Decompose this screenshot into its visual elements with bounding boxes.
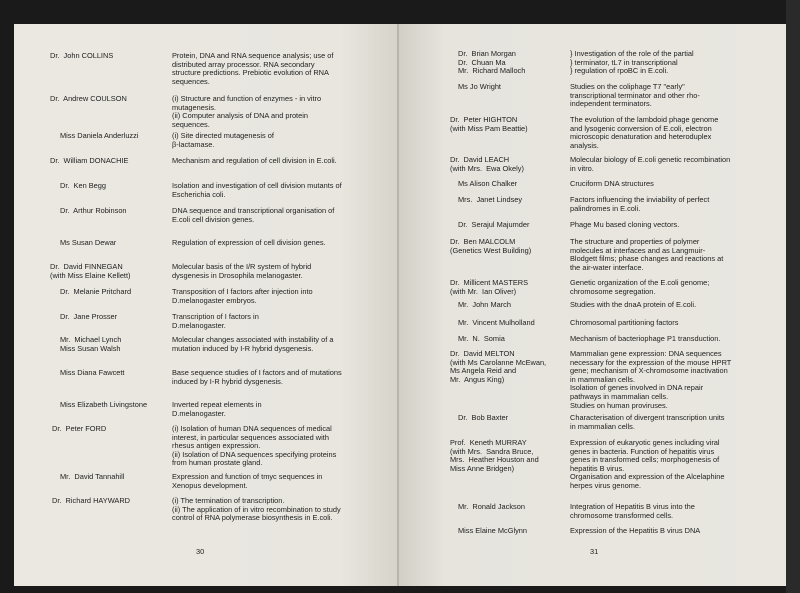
research-description: Transcription of I factors in D.melanogaster. [172,312,259,330]
research-description: Molecular basis of the I/R system of hybrid dysgenesis in Drosophila melanogaster. [172,262,312,280]
researcher-names: Miss Daniela Anderluzzi [60,131,139,140]
researcher-names: Dr. Ken Begg [60,181,107,190]
researcher-names: Mr. David Tannahill [60,472,125,481]
research-description: The evolution of the lambdoid phage genome and lysogenic conversion of E.coli, electron microscopic denaturation and heteroduplex analysis. [570,115,719,150]
research-description: } Investigation of the role of the partial } terminator, tL7 in transcriptional } regulation of rpoBC in E.coli. [570,49,694,76]
left-page [14,24,398,586]
research-description: Expression of eukaryotic genes including viral genes in bacteria. Function of hepatitis virus genes in transformed cells; morphogenesis of hepatitis B virus. Organisation and expression of the Alcelaphine herpes virus genome. [570,438,725,490]
research-description: Genetic organization of the E.coli genome; chromosome segregation. [570,278,710,296]
researcher-names: Dr. Melanie Pritchard [60,287,132,296]
researcher-names: Dr. Arthur Robinson [60,206,127,215]
research-description: Inverted repeat elements in D.melanogaster. [172,400,262,418]
researcher-names: Dr. Ben MALCOLM (Genetics West Building) [450,237,532,255]
researcher-names: Dr. Bob Baxter [458,413,509,422]
research-description: Base sequence studies of I factors and of mutations induced by I-R hybrid dysgenesis. [172,368,342,386]
researcher-names: Dr. David MELTON (with Ms Carolanne McEwan, Ms Angela Reid and Mr. Angus King) [450,349,547,384]
research-description: Mechanism and regulation of cell division in E.coli. [172,156,337,165]
researcher-names: Mr. John March [458,300,511,309]
researcher-names: Dr. Peter FORD [52,424,107,433]
right-page [399,24,786,586]
researcher-names: Dr. Andrew COULSON [50,94,127,103]
research-description: (i) Isolation of human DNA sequences of medical interest, in particular sequences associated with rhesus antigen expression. (ii) Isolation of DNA sequences specifying proteins from human prostate gland. [172,424,337,468]
researcher-names: Dr. Brian Morgan Dr. Chuan Ma Mr. Richard Malloch [458,49,526,76]
research-description: Expression and function of tmyc sequences in Xenopus development. [172,472,323,490]
research-description: Studies on the coliphage T7 "early" transcriptional terminator and other rho-independent terminators. [570,82,700,109]
research-description: Mechanism of bacteriophage P1 transduction. [570,334,721,343]
research-description: (i) The termination of transcription. (ii) The application of in vitro recombination to study control of RNA polymerase biosynthesis in E.coli. [172,496,341,523]
researcher-names: Mr. Ronald Jackson [458,502,525,511]
research-description: Expression of the Hepatitis B virus DNA [570,526,701,535]
research-description: Integration of Hepatitis B virus into the chromosome transformed cells. [570,502,695,520]
research-description: The structure and properties of polymer molecules at interfaces and as Langmuir-Blodgett films; phase changes and reactions at the air-water interface. [570,237,724,272]
research-description: Molecular changes associated with instability of a mutation induced by I-R hybrid dysgenesis. [172,335,334,353]
researcher-names: Dr. Peter HIGHTON (with Miss Pam Beattie) [450,115,528,133]
researcher-names: Dr. William DONACHIE [50,156,129,165]
researcher-names: Miss Elizabeth Livingstone [60,400,148,409]
research-description: (i) Structure and function of enzymes - in vitro mutagenesis. (ii) Computer analysis of DNA and protein sequences. [172,94,322,129]
research-description: Phage Mu based cloning vectors. [570,220,680,229]
researcher-names: Ms Susan Dewar [60,238,117,247]
page-number: 31 [590,547,599,556]
researcher-names: Mrs. Janet Lindsey [458,195,523,204]
researcher-names: Mr. N. Somia [458,334,505,343]
researcher-names: Miss Elaine McGlynn [458,526,527,535]
researcher-names: Dr. David LEACH (with Mrs. Ewa Okely) [450,155,524,173]
researcher-names: Dr. John COLLINS [50,51,114,60]
research-description: Factors influencing the inviability of perfect palindromes in E.coli. [570,195,710,213]
researcher-names: Ms Jo Wright [458,82,501,91]
research-description: (i) Site directed mutagenesis of β-lactamase. [172,131,274,149]
research-description: Mammalian gene expression: DNA sequences necessary for the expression of the mouse HPRT gene; mechanism of X-chromosome inactivation in mammalian cells. Isolation of genes involved in DNA repair pathways in mammalian cells. Studies on human proviruses. [570,349,732,410]
research-description: Studies with the dnaA protein of E.coli. [570,300,697,309]
researcher-names: Dr. David FINNEGAN (with Miss Elaine Kellett) [50,262,131,280]
researcher-names: Ms Alison Chalker [458,179,518,188]
research-description: Chromosomal partitioning factors [570,318,679,327]
researcher-names: Dr. Millicent MASTERS (with Mr. Ian Oliver) [450,278,529,296]
researcher-names: Miss Diana Fawcett [60,368,125,377]
scanner-edge [786,0,800,593]
research-description: Regulation of expression of cell division genes. [172,238,326,247]
researcher-names: Prof. Keneth MURRAY (with Mrs. Sandra Bruce, Mrs. Heather Houston and Miss Anne Bridgen) [450,438,539,473]
researcher-names: Mr. Michael Lynch Miss Susan Walsh [60,335,122,353]
research-description: Transposition of I factors after injection into D.melanogaster embryos. [172,287,313,305]
researcher-names: Dr. Richard HAYWARD [52,496,131,505]
page-number: 30 [196,547,205,556]
research-description: Cruciform DNA structures [570,179,654,188]
researcher-names: Mr. Vincent Mulholland [458,318,535,327]
research-description: Isolation and investigation of cell division mutants of Escherichia coli. [172,181,342,199]
research-description: Protein, DNA and RNA sequence analysis; use of distributed array processor. RNA secondary structure predictions. Prebiotic evolution of RNA sequences. [172,51,334,86]
research-description: DNA sequence and transcriptional organisation of E.coli cell division genes. [172,206,335,224]
research-description: Characterisation of divergent transcription units in mammalian cells. [570,413,725,431]
researcher-names: Dr. Serajul Majumder [458,220,530,229]
researcher-names: Dr. Jane Prosser [60,312,118,321]
research-description: Molecular biology of E.coli genetic recombination in vitro. [570,155,731,173]
